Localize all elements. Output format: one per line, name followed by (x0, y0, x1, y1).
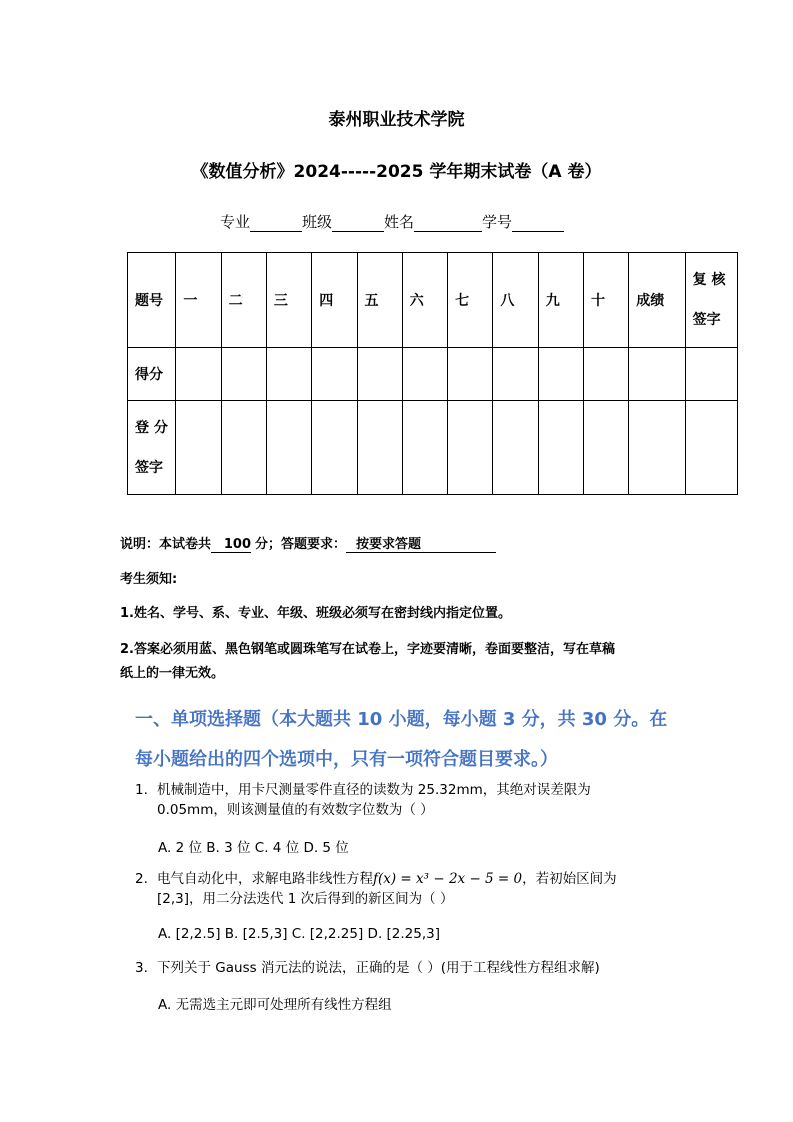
score-cell[interactable] (448, 348, 493, 401)
score-table (127, 252, 738, 495)
table-row-question-numbers (128, 253, 738, 348)
student-id-blank[interactable] (512, 215, 564, 232)
exam-title: 《数值分析》2024-----2025 学年期末试卷（A 卷） (191, 162, 602, 182)
question-number: 2. (135, 871, 148, 887)
table-cell: 四 (312, 253, 357, 348)
exam-description (120, 533, 496, 553)
section-heading-line1: 一、单项选择题（本大题共 10 小题，每小题 3 分，共 30 分。在 (135, 709, 668, 730)
notice-title: 考生须知: (120, 572, 178, 587)
score-cell[interactable] (176, 348, 221, 401)
rule-1: 1.姓名、学号、系、专业、年级、班级必须写在密封线内指定位置。 (120, 606, 511, 621)
score-cell[interactable] (685, 348, 737, 401)
review-line1: 复 核 (692, 272, 726, 288)
question-2 (135, 869, 617, 909)
section-heading-line2: 每小题给出的四个选项中，只有一项符合题目要求。） (135, 749, 558, 770)
table-cell: 六 (402, 253, 447, 348)
signature-cell[interactable] (493, 401, 538, 495)
signature-cell[interactable] (402, 401, 447, 495)
score-cell[interactable] (493, 348, 538, 401)
signature-cell[interactable] (629, 401, 685, 495)
signature-cell[interactable] (448, 401, 493, 495)
table-cell: 九 (538, 253, 583, 348)
table-cell: 二 (221, 253, 266, 348)
signature-cell[interactable] (357, 401, 402, 495)
question-number: 1. (135, 782, 148, 798)
score-cell[interactable] (629, 348, 685, 401)
score-prefix: 说明：本试卷共 (120, 537, 212, 552)
class-blank[interactable] (332, 215, 384, 232)
requirement: 按要求答题 (346, 533, 496, 553)
table-row-signatures (128, 401, 738, 495)
student-info-line (220, 211, 564, 232)
question-3 (135, 958, 600, 978)
question-text (157, 869, 617, 889)
score-cell[interactable] (538, 348, 583, 401)
score-cell[interactable] (357, 348, 402, 401)
score-cell[interactable] (583, 348, 628, 401)
table-cell: 题号 (128, 253, 176, 348)
score-cell[interactable] (221, 348, 266, 401)
review-line2: 签字 (692, 312, 721, 328)
signature-cell[interactable] (538, 401, 583, 495)
score-mid: 分；答题要求： (255, 537, 347, 552)
question-text-prefix: 电气自动化中，求解电路非线性方程 (157, 871, 373, 887)
signature-cell[interactable] (266, 401, 311, 495)
signature-cell[interactable] (583, 401, 628, 495)
table-cell: 三 (266, 253, 311, 348)
student-id-label: 学号 (482, 213, 513, 231)
score-cell[interactable] (402, 348, 447, 401)
sign-line2: 签字 (135, 459, 163, 476)
major-label: 专业 (220, 213, 251, 231)
rule-2-line1: 2.答案必须用蓝、黑色钢笔或圆珠笔写在试卷上，字迹要清晰，卷面要整洁，写在草稿 (120, 642, 615, 657)
table-row-scores (128, 348, 738, 401)
name-blank[interactable] (414, 215, 482, 232)
table-cell: 十 (583, 253, 628, 348)
question-text: 0.05mm，则该测量值的有效数字位数为（ ） (157, 802, 434, 818)
question-text-suffix: ，若初始区间为 (522, 871, 617, 887)
question-number: 3. (135, 960, 148, 976)
major-blank[interactable] (250, 215, 302, 232)
signature-cell[interactable] (176, 401, 221, 495)
question-2-options: A. [2,2.5] B. [2.5,3] C. [2,2.25] D. [2.25,3] (158, 926, 440, 942)
table-cell: 七 (448, 253, 493, 348)
sign-line1: 登 分 (135, 419, 168, 436)
review-signature-header (685, 253, 737, 348)
total-score: 100 (211, 537, 251, 553)
class-label: 班级 (302, 213, 333, 231)
question-text: 机械制造中，用卡尺测量零件直径的读数为 25.32mm，其绝对误差限为 (157, 782, 591, 798)
signature-cell[interactable] (685, 401, 737, 495)
signature-cell[interactable] (221, 401, 266, 495)
question-text: 下列关于 Gauss 消元法的说法，正确的是（ ）(用于工程线性方程组求解) (157, 960, 600, 976)
table-cell: 成绩 (629, 253, 685, 348)
table-cell: 五 (357, 253, 402, 348)
signature-cell[interactable] (312, 401, 357, 495)
question-3-option-a: A. 无需选主元即可处理所有线性方程组 (158, 997, 392, 1013)
name-label: 姓名 (384, 213, 415, 231)
table-cell: 得分 (128, 348, 176, 401)
question-1-options: A. 2 位 B. 3 位 C. 4 位 D. 5 位 (158, 840, 349, 856)
school-name: 泰州职业技术学院 (328, 110, 465, 130)
score-cell[interactable] (266, 348, 311, 401)
question-text: [2,3]，用二分法迭代 1 次后得到的新区间为（ ） (157, 891, 454, 907)
rule-2-line2: 纸上的一律无效。 (120, 666, 225, 681)
question-1 (135, 780, 591, 820)
score-cell[interactable] (312, 348, 357, 401)
table-cell (128, 401, 176, 495)
equation: f(x) = x³ − 2x − 5 = 0 (373, 871, 523, 887)
table-cell: 八 (493, 253, 538, 348)
table-cell: 一 (176, 253, 221, 348)
